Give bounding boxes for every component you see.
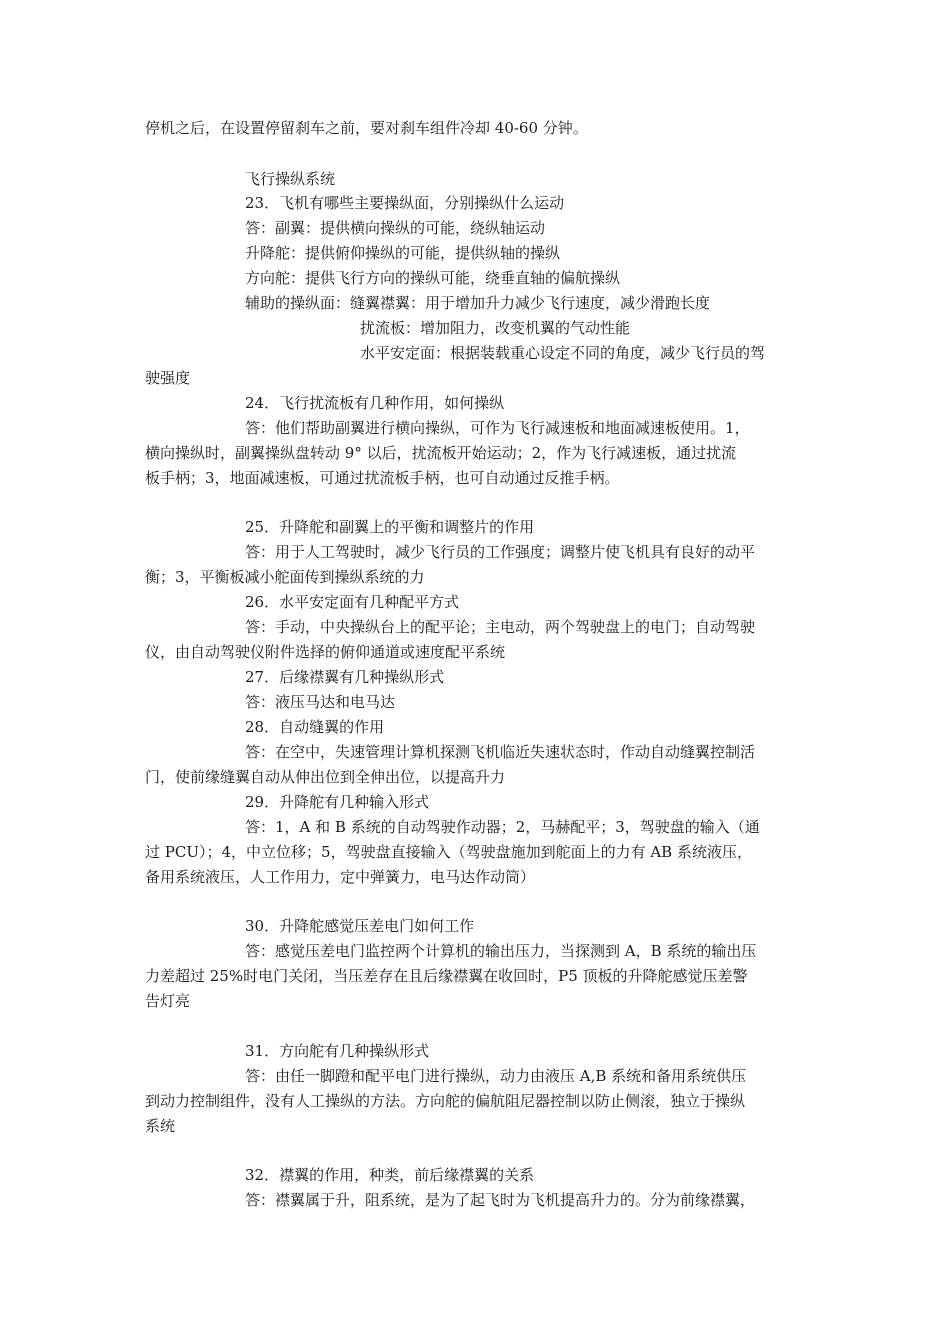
question-24: 24．飞行扰流板有几种作用，如何操纵 xyxy=(245,394,505,412)
text-line: 辅助的操纵面：缝翼襟翼：用于增加升力减少飞行速度，减少滑跑长度 xyxy=(245,294,711,312)
text-line: 答：手动，中央操纵台上的配平论；主电动，两个驾驶盘上的电门；自动驾驶 xyxy=(245,618,756,636)
text-line: 板手柄；3，地面减速板，可通过扰流板手柄，也可自动通过反推手柄。 xyxy=(145,469,620,487)
text-line: 答：1，A 和 B 系统的自动驾驶作动器；2，马赫配平；3，驾驶盘的输入（通 xyxy=(245,818,760,836)
text-line: 答：副翼：提供横向操纵的可能，绕纵轴运动 xyxy=(245,219,546,237)
text-line: 答：襟翼属于升，阻系统，是为了起飞时为飞机提高升力的。分为前缘襟翼， xyxy=(245,1191,756,1209)
question-29: 29．升降舵有几种输入形式 xyxy=(245,793,430,811)
text-line: 备用系统液压，人工作用力，定中弹簧力，电马达作动筒） xyxy=(145,868,536,886)
text-line: 答：由任一脚蹬和配平电门进行操纵，动力由液压 A,B 系统和备用系统供压 xyxy=(245,1067,747,1085)
text-line: 答：感觉压差电门监控两个计算机的输出压力，当探测到 A，B 系统的输出压 xyxy=(245,942,757,960)
text-line: 到动力控制组件，没有人工操纵的方法。方向舵的偏航阻尼器控制以防止侧滚，独立于操纵 xyxy=(145,1092,746,1110)
question-25: 25．升降舵和副翼上的平衡和调整片的作用 xyxy=(245,518,535,536)
text-line: 衡；3，平衡板减小舵面传到操纵系统的力 xyxy=(145,568,425,586)
question-30: 30．升降舵感觉压差电门如何工作 xyxy=(245,917,475,935)
text-line: 横向操纵时，副翼操纵盘转动 9° 以后，扰流板开始运动；2，作为飞行减速板，通过扰流 xyxy=(145,444,737,462)
text-line: 答：他们帮助副翼进行横向操纵，可作为飞行减速板和地面减速板使用。1， xyxy=(245,419,750,437)
text-line: 答：用于人工驾驶时，减少飞行员的工作强度；调整片使飞机具有良好的动平 xyxy=(245,543,756,561)
question-32: 32．襟翼的作用，种类，前后缘襟翼的关系 xyxy=(245,1166,535,1184)
question-27: 27．后缘襟翼有几种操纵形式 xyxy=(245,668,445,686)
text-line: 方向舵：提供飞行方向的操纵可能，绕垂直轴的偏航操纵 xyxy=(245,269,621,287)
text-line: 力差超过 25%时电门关闭，当压差存在且后缘襟翼在收回时，P5 顶板的升降舵感觉压差警 xyxy=(145,967,748,985)
question-31: 31．方向舵有几种操纵形式 xyxy=(245,1042,430,1060)
text-line: 水平安定面：根据装载重心设定不同的角度，减少飞行员的驾 xyxy=(360,344,766,362)
question-26: 26．水平安定面有几种配平方式 xyxy=(245,593,460,611)
text-line: 过 PCU）；4，中立位移；5，驾驶盘直接输入（驾驶盘施加到舵面上的力有 AB 系统液压， xyxy=(145,843,752,861)
text-line: 答：在空中，失速管理计算机探测飞机临近失速状态时，作动自动缝翼控制活 xyxy=(245,743,756,761)
question-23: 23．飞机有哪些主要操纵面，分别操纵什么运动 xyxy=(245,194,565,212)
question-28: 28．自动缝翼的作用 xyxy=(245,718,385,736)
text-line: 仪，由自动驾驶仪附件选择的俯仰通道或速度配平系统 xyxy=(145,643,506,661)
text-line: 停机之后，在设置停留刹车之前，要对刹车组件冷却 40-60 分钟。 xyxy=(145,119,588,137)
section-heading: 飞行操纵系统 xyxy=(245,170,336,188)
text-line: 系统 xyxy=(145,1117,176,1135)
text-line: 驶强度 xyxy=(145,369,191,387)
text-line: 门，使前缘缝翼自动从伸出位到全伸出位，以提高升力 xyxy=(145,768,506,786)
text-line: 升降舵：提供俯仰操纵的可能，提供纵轴的操纵 xyxy=(245,244,561,262)
text-line: 答：液压马达和电马达 xyxy=(245,693,396,711)
text-line: 告灯亮 xyxy=(145,992,191,1010)
text-line: 扰流板：增加阻力，改变机翼的气动性能 xyxy=(360,319,631,337)
